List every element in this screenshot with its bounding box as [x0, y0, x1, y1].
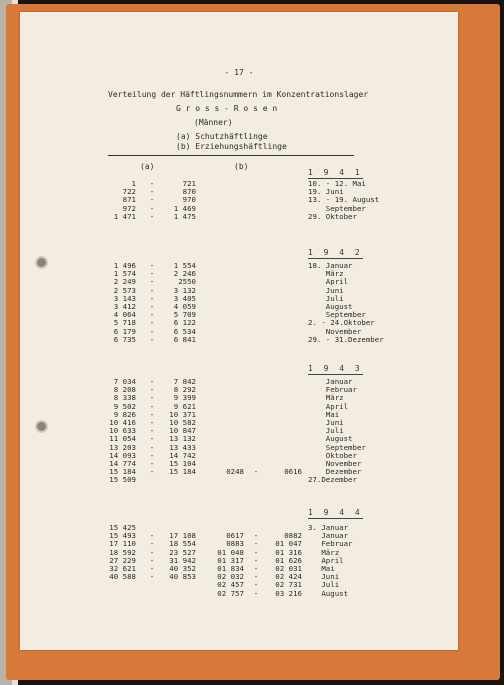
dash-a: -	[149, 401, 155, 411]
arrival-date: Februar	[308, 385, 357, 395]
number-to-b: 03 216	[275, 588, 302, 598]
dash-a: -	[149, 277, 155, 287]
number-from-a: 14 774	[109, 459, 136, 468]
column-b-header: (b)	[234, 162, 249, 171]
dash-b: -	[253, 531, 259, 541]
number-to-a: 2550	[178, 277, 196, 287]
dash-a: -	[149, 269, 155, 279]
number-to-a: 970	[182, 195, 196, 205]
dash-a: -	[149, 318, 155, 328]
number-to-b: 0616	[284, 467, 302, 477]
dash-a: -	[149, 555, 155, 565]
table-row	[20, 378, 458, 386]
dash-a: -	[149, 564, 155, 573]
number-from-b: 01 048	[217, 547, 244, 557]
number-to-a: 7 842	[173, 377, 196, 386]
dash-b: -	[253, 467, 259, 477]
number-from-a: 15 493	[109, 531, 136, 541]
arrival-date: 29. - 31.Dezember	[308, 334, 384, 344]
arrival-date: März	[308, 269, 344, 279]
number-from-a: 2 249	[113, 277, 136, 287]
table-row	[20, 303, 458, 311]
arrival-date: März	[308, 393, 344, 403]
number-to-a: 10 371	[169, 409, 196, 419]
number-to-b: 02 731	[275, 580, 302, 590]
arrival-date: Juni	[308, 572, 340, 582]
dash-a: -	[149, 385, 155, 395]
arrival-date: September	[308, 442, 366, 452]
number-to-a: 14 742	[169, 450, 196, 460]
dash-a: -	[149, 302, 155, 311]
table-row	[20, 476, 458, 484]
number-to-a: 1 475	[173, 211, 196, 221]
table-row	[20, 311, 458, 319]
arrival-date: November	[308, 459, 362, 468]
number-to-a: 10 847	[169, 426, 196, 436]
number-from-b: 0617	[226, 531, 244, 541]
number-from-a: 6 735	[113, 334, 136, 344]
dash-a: -	[149, 211, 155, 221]
year-heading-1941: 1 9 4 1	[308, 168, 363, 177]
year-heading-1944: 1 9 4 4	[308, 508, 363, 517]
number-to-a: 13 433	[169, 442, 196, 452]
dash-b: -	[253, 564, 259, 573]
dash-a: -	[149, 334, 155, 344]
number-to-a: 15 184	[169, 467, 196, 477]
table-row	[20, 278, 458, 286]
arrival-date: April	[308, 401, 349, 411]
table-row	[20, 468, 458, 476]
table-row	[20, 386, 458, 394]
arrival-date: 10. - 12. Mai	[308, 179, 366, 188]
arrival-date: Oktober	[308, 450, 357, 460]
number-to-b: 02 424	[275, 572, 302, 582]
table-row	[20, 180, 458, 188]
dash-a: -	[149, 179, 155, 188]
table-row	[20, 328, 458, 336]
number-from-a: 15 425	[109, 523, 136, 532]
dash-a: -	[149, 531, 155, 541]
number-from-a: 32 621	[109, 564, 136, 573]
arrival-date: 18. Januar	[308, 261, 353, 270]
number-to-a: 6 122	[173, 318, 196, 328]
table-row	[20, 427, 458, 435]
table-row	[20, 336, 458, 344]
dash-a: -	[149, 434, 155, 444]
arrival-date: 27.Dezember	[308, 475, 357, 485]
table-row	[20, 196, 458, 204]
legend-b: (b) Erziehungshäftlinge	[176, 142, 287, 151]
number-to-a: 3 132	[173, 285, 196, 295]
number-to-a: 721	[182, 179, 196, 188]
dash-a: -	[149, 195, 155, 205]
dash-a: -	[149, 418, 155, 427]
table-row	[20, 444, 458, 452]
number-to-b: 0882	[284, 531, 302, 541]
dash-a: -	[149, 572, 155, 582]
arrival-date: Januar	[308, 377, 353, 386]
table-row	[20, 188, 458, 196]
number-to-a: 10 582	[169, 418, 196, 427]
arrival-date: September	[308, 203, 366, 213]
number-to-a: 40 853	[169, 572, 196, 582]
number-to-b: 02 031	[275, 564, 302, 573]
dash-b: -	[253, 588, 259, 598]
number-from-a: 9 502	[113, 401, 136, 411]
arrival-date: April	[308, 555, 344, 565]
dash-a: -	[149, 377, 155, 386]
number-from-b: 02 757	[217, 588, 244, 598]
number-from-a: 13 203	[109, 442, 136, 452]
number-from-b: 01 317	[217, 555, 244, 565]
dash-a: -	[149, 293, 155, 303]
page-number: - 17 -	[224, 68, 254, 77]
number-from-b: 02 457	[217, 580, 244, 590]
number-from-a: 1 471	[113, 211, 136, 221]
year-heading-1942: 1 9 4 2	[308, 248, 363, 257]
arrival-date: Mai	[308, 409, 340, 419]
number-to-a: 18 554	[169, 539, 196, 549]
number-from-a: 11 054	[109, 434, 136, 444]
dash-a: -	[149, 426, 155, 436]
arrival-date: April	[308, 277, 349, 287]
arrival-date: 3. Januar	[308, 523, 349, 532]
number-to-a: 9 399	[173, 393, 196, 403]
prisoner-group: (Männer)	[194, 118, 233, 127]
arrival-date: Juli	[308, 293, 344, 303]
arrival-date: März	[308, 547, 340, 557]
number-to-a: 6 841	[173, 334, 196, 344]
arrival-date: Juni	[308, 418, 344, 427]
year-heading-1943: 1 9 4 3	[308, 364, 363, 373]
arrival-date: 29. Oktober	[308, 211, 357, 221]
column-a-header: (a)	[140, 162, 155, 171]
document-page	[20, 12, 458, 650]
number-from-a: 3 412	[113, 302, 136, 311]
number-from-a: 15 509	[109, 475, 136, 485]
arrival-date: Februar	[308, 539, 353, 549]
number-from-a: 1 574	[113, 269, 136, 279]
number-from-a: 10 416	[109, 418, 136, 427]
number-to-a: 4 059	[173, 302, 196, 311]
table-row	[20, 287, 458, 295]
arrival-date: 13. - 19. August	[308, 195, 380, 205]
number-from-a: 40 588	[109, 572, 136, 582]
header-rule	[108, 155, 354, 156]
number-from-a: 871	[122, 195, 136, 205]
dash-b: -	[253, 555, 259, 565]
table-row	[20, 403, 458, 411]
dash-a: -	[149, 409, 155, 419]
dash-a: -	[149, 442, 155, 452]
arrival-date: November	[308, 326, 362, 336]
table-row	[20, 319, 458, 327]
number-from-b: 02 032	[217, 572, 244, 582]
number-from-a: 8 208	[113, 385, 136, 395]
number-from-a: 10 633	[109, 426, 136, 436]
number-from-a: 17 110	[109, 539, 136, 549]
number-from-a: 18 592	[109, 547, 136, 557]
number-from-b: 0883	[226, 539, 244, 549]
dash-a: -	[149, 203, 155, 213]
table-row	[20, 590, 458, 598]
arrival-date: August	[308, 302, 353, 311]
dash-b: -	[253, 572, 259, 582]
dash-b: -	[253, 580, 259, 590]
number-from-a: 27 229	[109, 555, 136, 565]
arrival-date: 19. Juni	[308, 187, 344, 197]
dash-a: -	[149, 285, 155, 295]
number-to-a: 8 292	[173, 385, 196, 395]
dash-b: -	[253, 547, 259, 557]
number-from-a: 9 826	[113, 409, 136, 419]
number-to-a: 6 534	[173, 326, 196, 336]
camp-name: G r o s s - R o s e n	[176, 104, 278, 113]
number-from-a: 6 179	[113, 326, 136, 336]
number-from-a: 4 064	[113, 310, 136, 320]
dash-a: -	[149, 450, 155, 460]
arrival-date: Juni	[308, 285, 344, 295]
number-to-b: 01 047	[275, 539, 302, 549]
table-row	[20, 452, 458, 460]
number-from-a: 722	[122, 187, 136, 197]
number-from-a: 3 143	[113, 293, 136, 303]
number-from-a: 15 184	[109, 467, 136, 477]
number-to-a: 15 104	[169, 459, 196, 468]
arrival-date: 2. - 24.Oktober	[308, 318, 375, 328]
number-from-b: 0248	[226, 467, 244, 477]
table-row	[20, 205, 458, 213]
number-to-a: 1 554	[173, 261, 196, 270]
arrival-date: August	[308, 434, 353, 444]
dash-a: -	[149, 547, 155, 557]
dash-a: -	[149, 326, 155, 336]
number-from-a: 7 034	[113, 377, 136, 386]
dash-a: -	[149, 539, 155, 549]
number-to-a: 23 527	[169, 547, 196, 557]
dash-a: -	[149, 187, 155, 197]
arrival-date: Mai	[308, 564, 335, 573]
dash-a: -	[149, 261, 155, 270]
number-to-b: 01 626	[275, 555, 302, 565]
table-row	[20, 213, 458, 221]
dash-a: -	[149, 459, 155, 468]
dash-a: -	[149, 310, 155, 320]
number-to-a: 31 942	[169, 555, 196, 565]
number-from-a: 14 093	[109, 450, 136, 460]
table-row	[20, 394, 458, 402]
number-to-a: 5 709	[173, 310, 196, 320]
table-row	[20, 262, 458, 270]
table-row	[20, 411, 458, 419]
number-from-a: 8 338	[113, 393, 136, 403]
number-from-a: 1 496	[113, 261, 136, 270]
arrival-date: Juli	[308, 426, 344, 436]
number-from-a: 5 718	[113, 318, 136, 328]
number-to-a: 13 132	[169, 434, 196, 444]
arrival-date: Dezember	[308, 467, 362, 477]
dash-a: -	[149, 393, 155, 403]
number-to-b: 01 316	[275, 547, 302, 557]
number-from-a: 2 573	[113, 285, 136, 295]
arrival-date: Januar	[308, 531, 349, 541]
table-row	[20, 435, 458, 443]
table-row	[20, 270, 458, 278]
arrival-date: September	[308, 310, 366, 320]
arrival-date: August	[308, 588, 349, 598]
number-to-a: 1 469	[173, 203, 196, 213]
number-to-a: 40 352	[169, 564, 196, 573]
legend-a: (a) Schutzhäftlinge	[176, 132, 268, 141]
number-from-a: 1	[131, 179, 136, 188]
number-to-a: 2 246	[173, 269, 196, 279]
number-to-a: 9 621	[173, 401, 196, 411]
number-from-b: 01 834	[217, 564, 244, 573]
number-from-a: 972	[122, 203, 136, 213]
dash-b: -	[253, 539, 259, 549]
dash-a: -	[149, 467, 155, 477]
number-to-a: 3 405	[173, 293, 196, 303]
table-row	[20, 419, 458, 427]
arrival-date: Juli	[308, 580, 340, 590]
document-title: Verteilung der Häftlingsnummern im Konzentrationslager	[108, 90, 369, 99]
number-to-a: 870	[182, 187, 196, 197]
table-row	[20, 295, 458, 303]
number-to-a: 17 108	[169, 531, 196, 541]
